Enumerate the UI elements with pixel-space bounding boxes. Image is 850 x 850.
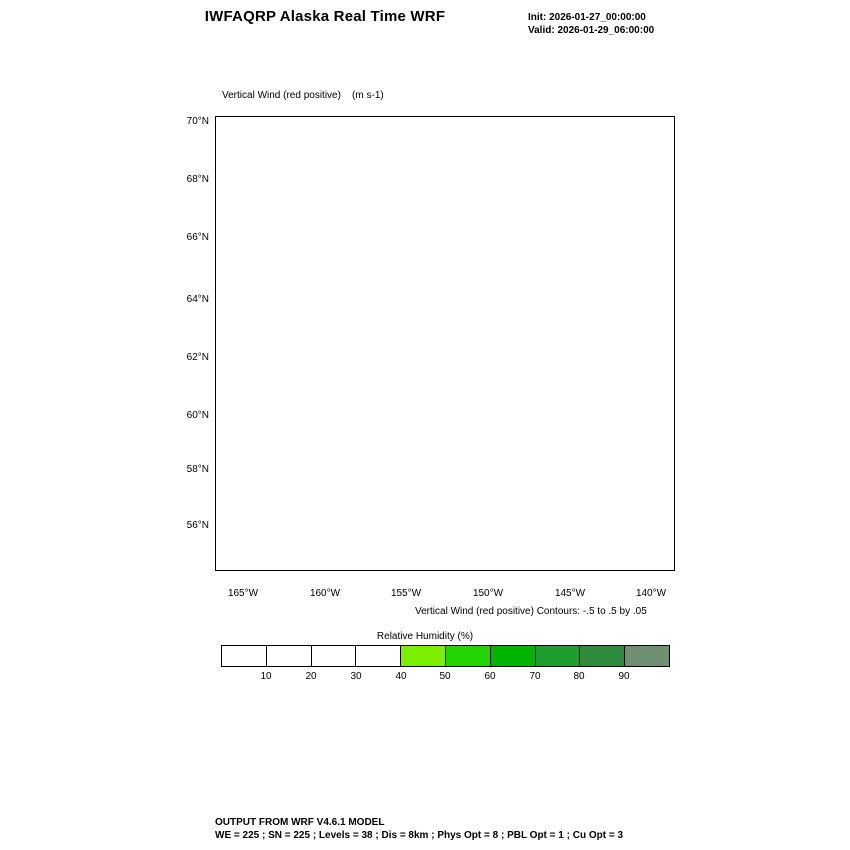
xtick-165W: 165°W [227,588,259,599]
colorbar-segment [400,645,446,667]
colorbar-tick-30: 30 [350,671,362,682]
page-title: IWFAQRP Alaska Real Time WRF [204,8,446,25]
init-valid-block [528,11,654,37]
ytick-62N: 62°N [186,352,209,363]
legend-line-vertical-wind: Vertical Wind (red positive) (m s-1) [222,90,384,101]
ytick-58N: 58°N [186,464,209,475]
footer-line-model: OUTPUT FROM WRF V4.6.1 MODEL [215,817,385,828]
colorbar-tick-40: 40 [395,671,407,682]
ytick-64N: 64°N [186,294,209,305]
colorbar-tick-60: 60 [484,671,496,682]
colorbar-tick-20: 20 [305,671,317,682]
colorbar-segment [266,645,312,667]
valid-time: Valid: 2026-01-29_06:00:00 [528,25,655,36]
colorbar-tick-10: 10 [260,671,272,682]
colorbar-segment [355,645,401,667]
xtick-160W: 160°W [309,588,341,599]
xtick-155W: 155°W [390,588,422,599]
ytick-56N: 56°N [186,520,209,531]
init-time: Init: 2026-01-27_00:00:00 [528,12,646,23]
colorbar-segment [311,645,357,667]
contour-note: Vertical Wind (red positive) Contours: -.5 to .5 by .05 [415,606,647,617]
colorbar-title: Relative Humidity (%) [376,631,474,642]
xtick-140W: 140°W [635,588,667,599]
xtick-150W: 150°W [472,588,504,599]
colorbar-segment [445,645,491,667]
ytick-60N: 60°N [186,410,209,421]
ytick-68N: 68°N [186,174,209,185]
colorbar-tick-80: 80 [573,671,585,682]
map-plot-area [215,116,675,571]
colorbar-segment [490,645,536,667]
model-output-footer [215,816,623,842]
colorbar-tick-90: 90 [618,671,630,682]
colorbar-segment [535,645,581,667]
xtick-145W: 145°W [554,588,586,599]
colorbar-tick-70: 70 [529,671,541,682]
colorbar-segment [221,645,267,667]
map-canvas [216,117,674,570]
colorbar-segment [624,645,670,667]
colorbar [222,645,670,667]
colorbar-tick-50: 50 [439,671,451,682]
ytick-66N: 66°N [186,232,209,243]
footer-line-config: WE = 225 ; SN = 225 ; Levels = 38 ; Dis = 8km ; Phys Opt = 8 ; PBL Opt = 1 ; Cu Opt = 3 [215,830,624,841]
ytick-70N: 70°N [186,116,209,127]
colorbar-segment [579,645,625,667]
